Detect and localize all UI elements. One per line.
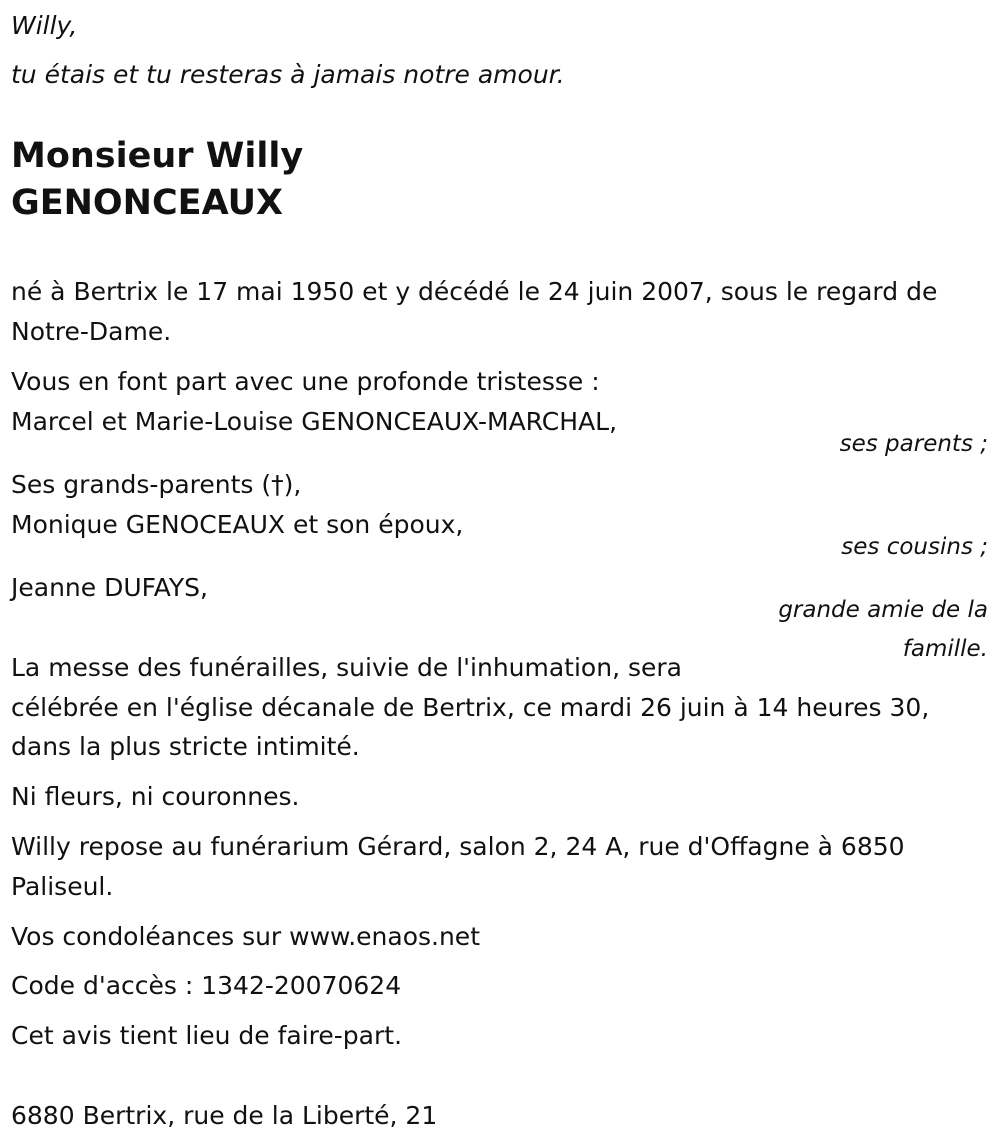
birth-death-line-2: Notre-Dame.: [11, 317, 172, 346]
friend-relation-line-1: grande amie de la: [778, 597, 988, 623]
deceased-surname: GENONCEAUX: [11, 183, 283, 223]
parents-names: Marcel et Marie-Louise GENONCEAUX-MARCHAL,: [11, 407, 618, 436]
notice: Cet avis tient lieu de faire-part.: [11, 1021, 403, 1050]
announcers-intro: Vous en font part avec une profonde tristesse :: [11, 367, 600, 396]
condolences: Vos condoléances sur www.enaos.net: [11, 922, 480, 951]
funeral-line-1: La messe des funérailles, suivie de l'inhumation, sera: [11, 653, 682, 682]
friend-relation-line-2: famille.: [902, 636, 988, 662]
access-code: Code d'accès : 1342-20070624: [11, 971, 402, 1000]
epigraph-line-2: tu étais et tu resteras à jamais notre amour.: [11, 60, 565, 89]
friend-name: Jeanne DUFAYS,: [11, 573, 208, 602]
no-flowers: Ni fleurs, ni couronnes.: [11, 782, 300, 811]
rests-line-2: Paliseul.: [11, 872, 114, 901]
parents-relation: ses parents ;: [839, 431, 988, 457]
grandparents: Ses grands-parents (†),: [11, 470, 302, 499]
rests-line-1: Willy repose au funérarium Gérard, salon 2, 24 A, rue d'Offagne à 6850: [11, 832, 905, 861]
birth-death-line-1: né à Bertrix le 17 mai 1950 et y décédé le 24 juin 2007, sous le regard de: [11, 277, 938, 306]
address: 6880 Bertrix, rue de la Liberté, 21: [11, 1101, 438, 1130]
funeral-line-3: dans la plus stricte intimité.: [11, 732, 360, 761]
deceased-name-line-1: Monsieur Willy: [11, 136, 304, 176]
cousins-names: Monique GENOCEAUX et son époux,: [11, 510, 464, 539]
funeral-line-2: célébrée en l'église décanale de Bertrix, ce mardi 26 juin à 14 heures 30,: [11, 693, 930, 722]
epigraph-line-1: Willy,: [11, 11, 78, 40]
cousins-relation: ses cousins ;: [841, 534, 988, 560]
